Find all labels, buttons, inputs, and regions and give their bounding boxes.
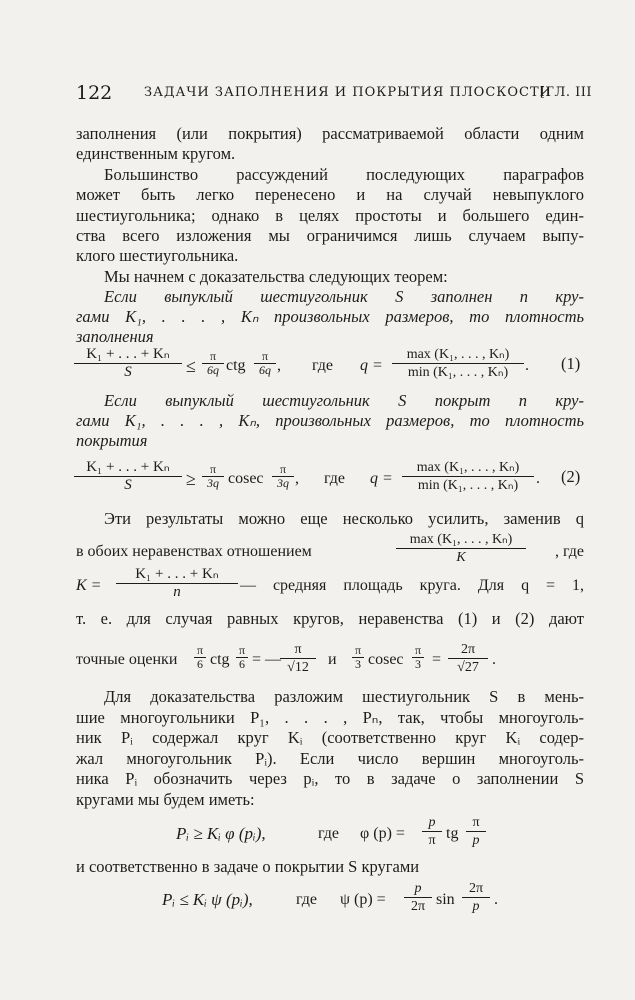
pi-over-3q: $\frac{\pi}{3q}$ — [202, 463, 224, 490]
max-min-fraction: max (K₁, . . . , Kₙ) min (K₁, . . . , Kₙ) — [392, 346, 524, 381]
text-line: шие многоугольники P₁, . . . , Pₙ, так, чтобы многоуголь- — [76, 708, 584, 727]
text-line: шестиугольника; однако в целях простоты и большего един- — [76, 206, 584, 225]
equation-number: (2) — [561, 467, 581, 486]
running-title: ЗАДАЧИ ЗАПОЛНЕНИЯ И ПОКРЫТИЯ ПЛОСКОСТИ — [144, 85, 552, 100]
chapter-marker: [ГЛ. III — [539, 85, 592, 100]
pi-over-6q: $\frac{\pi}{6q}$ — [254, 350, 276, 377]
text-line: Большинство рассуждений последующих параграфов — [104, 165, 584, 184]
pi-over-3q: $\frac{\pi}{3q}$ — [272, 463, 294, 490]
text-fragment: — средняя площадь круга. Для q = 1, — [240, 577, 584, 594]
eq1-fraction: $\frac{\text{K₁ + . . . + Kₙ}}{S}$ — [74, 346, 182, 381]
book-page: 122 ЗАДАЧИ ЗАПОЛНЕНИЯ И ПОКРЫТИЯ ПЛОСКОСТИ [ГЛ. III заполнения (или покрытия) рассматриваемой области одним единственным кругом. Большинство рассуждений последующих параграфов может быть легко перенесено и на случай невыпуклого шестиугольника; однако в целях простоты и большего един- ства всего изложения мы ограничимся лишь случаем выпу- клого шестиугольника. Мы начнем с доказательства следующих теорем: Если выпуклый шестиугольник S заполнен n кру- гами K₁, . . . , Kₙ произвольных размеров, то плотность заполнения $\frac{\text{K₁ + . . . + Kₙ}}{S}$ ≤ $\frac{\pi}{6q}$ ctg $\frac{\pi}{6q}$ , где q = max (K₁, . . . , Kₙ) min (K₁, . . . , Kₙ) . (1) Если выпуклый шестиугольник S покрыт n кру- гами K₁, . . . , Kₙ, произвольных размеров, то плотность покрытия $\frac{\text{K₁ + . . . + Kₙ}}{S}$ ≥ $\frac{\pi}{3q}$ cosec $\frac{\pi}{3q}$ , где q = max (K₁, . . . , Kₙ) min (K₁, . . . , Kₙ) . (2) Эти результаты можно еще несколько усилить, заменив q в обоих неравенствах отношением max (K₁, . . . , Kₙ) K , где K = $\frac{\text{K₁ + . . . + Kₙ}}{n}$ — средняя площадь круга. Для q = 1, т. е. для случая равных кругов, неравенства (1) и (2) дают точные оценки $\frac{\pi}{6}$ ctg $\frac{\pi}{6}$ = — $\frac{\pi}{√12}$ и $\frac{\pi}{3}$ cosec $\frac{\pi}{3}$ = $\frac{2\pi}{√27}$ . Для доказательства разложим шестиугольник S в мень- шие многоугольники P₁, . . . , Pₙ, так, чтобы многоуголь- ник Pᵢ содержал круг Kᵢ (соответственно круг Kᵢ содер- жал многоугольник Pᵢ). Если число вершин многоуголь- ника Pᵢ обозначить через pᵢ, то в задаче о заполнении S кругами мы будем иметь: Pᵢ ≥ Kᵢ φ (pᵢ), где φ (p) = $\frac{p}{\pi}$ tg $\frac{\pi}{p}$ и соответственно в задаче о покрытии S кругами Pᵢ ≤ Kᵢ ψ (pᵢ), где ψ (p) = $\frac{p}{2\pi}$ sin $\frac{2\pi}{p}$ . — [76, 82, 592, 914]
max-over-k-fraction: max (K₁, . . . , Kₙ) K — [396, 531, 526, 566]
eq2-fraction: $\frac{\text{K₁ + . . . + Kₙ}}{S}$ — [74, 459, 182, 494]
text-line: жал многоугольник Pᵢ). Если число вершин многоуголь- — [76, 749, 584, 768]
text-line: может быть легко перенесено и на случай невыпуклого — [76, 185, 584, 204]
text-fragment: , где — [554, 543, 584, 560]
page-number: 122 — [76, 82, 113, 104]
theorem-2-line: покрытия — [76, 431, 148, 450]
text-line: клого шестиугольника. — [76, 246, 239, 265]
theorem-1-line: Если выпуклый шестиугольник S заполнен n кру- — [104, 287, 584, 306]
text-line: в обоих неравенствах отношением — [76, 543, 312, 560]
equation-number: (1) — [561, 354, 581, 373]
theorem-1-line: гами K₁, . . . , Kₙ произвольных размеров, то плотность — [76, 307, 584, 326]
running-header — [76, 82, 592, 104]
max-min-fraction: max (K₁, . . . , Kₙ) min (K₁, . . . , Kₙ) — [402, 459, 534, 494]
text-line: Мы начнем с доказательства следующих теорем: — [104, 267, 448, 286]
pi-over-6q: $\frac{\pi}{6q}$ — [202, 350, 224, 377]
text-line: Эти результаты можно еще несколько усилить, заменив q — [104, 509, 584, 528]
text-line: ник Pᵢ содержал круг Kᵢ (соответственно круг Kᵢ содер- — [76, 728, 584, 747]
theorem-2-line: гами K₁, . . . , Kₙ, произвольных размеров, то плотность — [76, 411, 584, 430]
text-line: кругами мы будем иметь: — [76, 790, 255, 809]
theorem-1-line: заполнения — [76, 327, 154, 346]
theorem-2-line: Если выпуклый шестиугольник S покрыт n кру- — [104, 391, 584, 410]
text-line: и соответственно в задаче о покрытии S кругами — [76, 857, 420, 876]
text-line: Для доказательства разложим шестиугольник S в мень- — [104, 687, 584, 706]
text-line: ства всего изложения мы ограничимся лишь случаем выпу- — [76, 226, 584, 245]
mean-area-fraction: $\frac{\text{K₁ + . . . + Kₙ}}{n}$ — [116, 566, 238, 601]
text-line: единственным кругом. — [76, 144, 236, 163]
text-line: заполнения (или покрытия) рассматриваемой области одним — [76, 124, 584, 143]
text-line: ника Pᵢ обозначить через pᵢ, то в задаче о заполнении S — [76, 769, 584, 788]
text-line: т. е. для случая равных кругов, неравенства (1) и (2) дают — [76, 609, 584, 628]
